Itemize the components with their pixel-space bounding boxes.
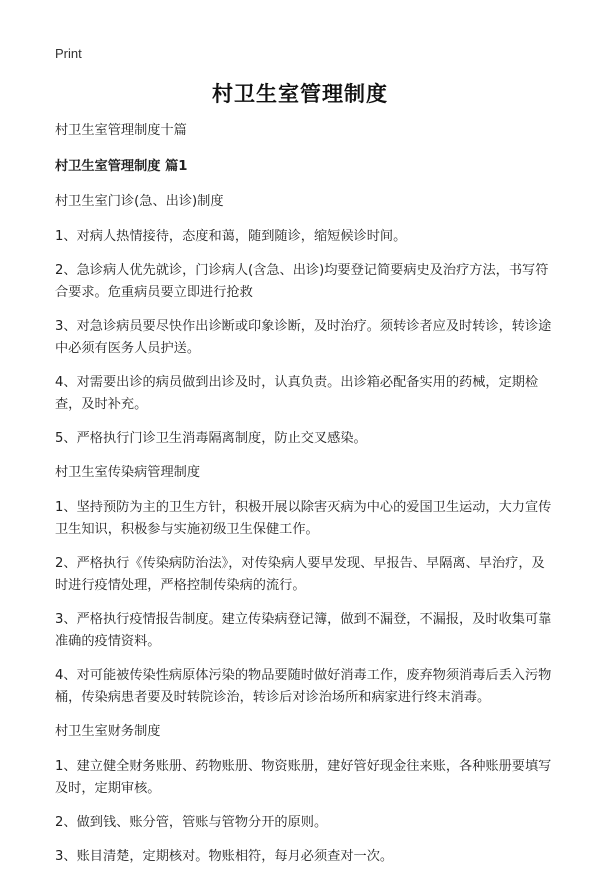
infectious-heading: 村卫生室传染病管理制度 (55, 465, 201, 480)
outpatient-heading: 村卫生室门诊(急、出诊)制度 (55, 194, 224, 209)
outpatient-item: 2、急诊病人优先就诊，门诊病人(含急、出诊)均要登记简要病史及治疗方法，书写符合要求。危重病员要立即进行抢救 (55, 263, 549, 300)
infectious-item: 2、严格执行《传染病防治法》，对传染病人要早发现、早报告、早隔离、早治疗，及时进行疫情处理，严格控制传染病的流行。 (55, 556, 545, 593)
document-subtitle: 村卫生室管理制度十篇 (55, 123, 187, 138)
finance-item: 2、做到钱、账分管，管账与管物分开的原则。 (55, 815, 328, 830)
outpatient-item: 4、对需要出诊的病员做到出诊及时，认真负责。出诊箱必配备实用的药械，定期检查，及时补充。 (55, 375, 539, 412)
outpatient-item: 3、对急诊病员要尽快作出诊断或印象诊断，及时治疗。须转诊者应及时转诊，转诊途中必须有医务人员护送。 (55, 319, 552, 356)
infectious-item: 4、对可能被传染性病原体污染的物品要随时做好消毒工作，废弃物须消毒后丢入污物桶，传染病患者要及时转院诊治，转诊后对诊治场所和病家进行终末消毒。 (55, 668, 552, 705)
page-title: 村卫生室管理制度 (212, 82, 388, 106)
finance-heading: 村卫生室财务制度 (55, 724, 161, 739)
finance-item: 1、建立健全财务账册、药物账册、物资账册，建好管好现金往来账，各种账册要填写及时，定期审核。 (55, 759, 552, 796)
finance-item: 3、账目清楚，定期核对。物账相符，每月必须查对一次。 (55, 849, 394, 864)
outpatient-item: 1、对病人热情接待，态度和蔼，随到随诊，缩短候诊时间。 (55, 229, 407, 244)
infectious-item: 3、严格执行疫情报告制度。建立传染病登记簿，做到不漏登，不漏报，及时收集可靠准确的疫情资料。 (55, 612, 552, 649)
infectious-item: 1、坚持预防为主的卫生方针，积极开展以除害灭病为中心的爱国卫生运动，大力宣传卫生知识，积极参与实施初级卫生保健工作。 (55, 500, 552, 537)
print-label: Print (55, 46, 82, 61)
outpatient-item: 5、严格执行门诊卫生消毒隔离制度，防止交叉感染。 (55, 431, 367, 446)
section-heading: 村卫生室管理制度 篇1 (55, 159, 188, 174)
document-body (55, 120, 555, 880)
